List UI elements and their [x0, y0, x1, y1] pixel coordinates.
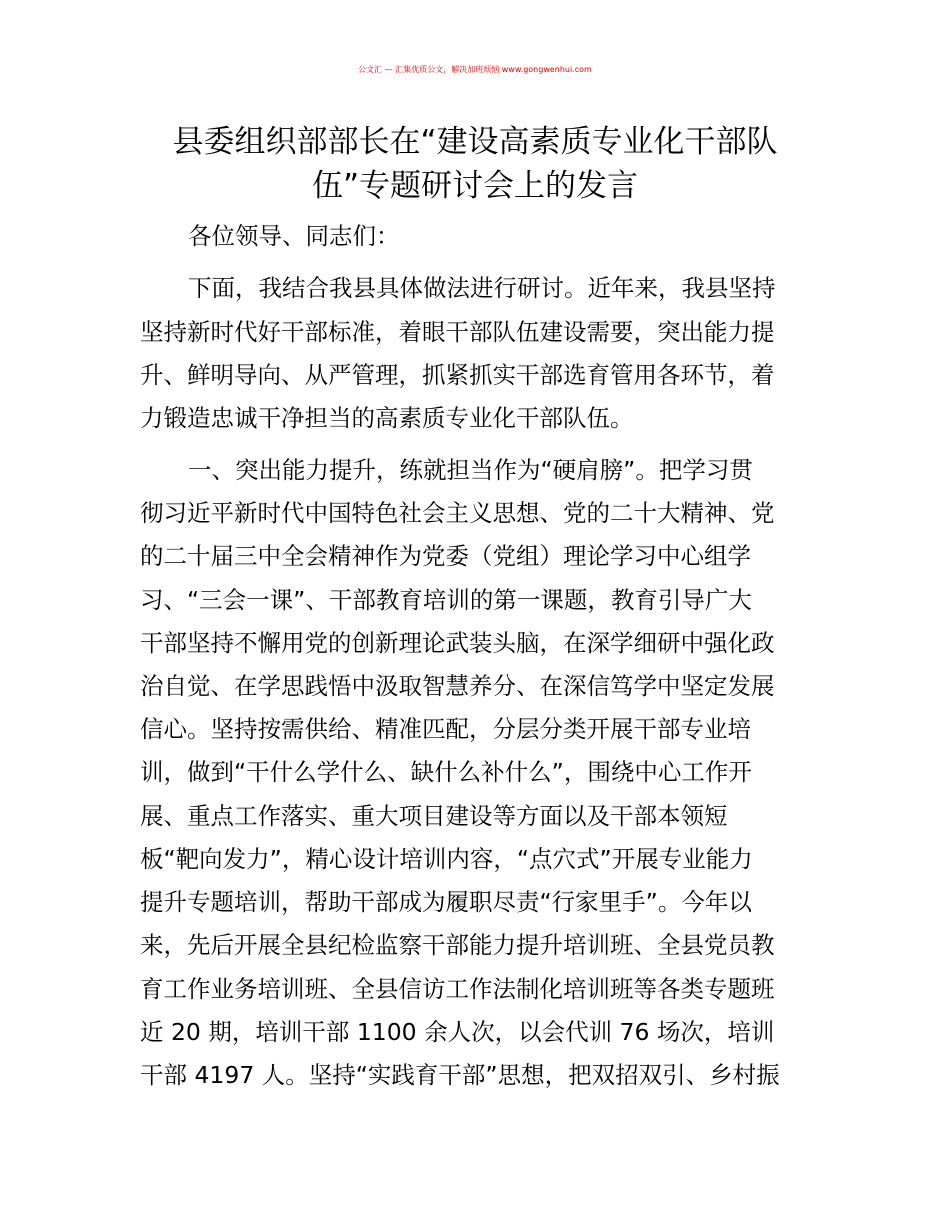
body-line: 提升专题培训，帮助干部成为履职尽责“行家里手”。今年以	[140, 888, 752, 916]
salutation: 各位领导、同志们：	[188, 222, 400, 250]
body-line: 信心。坚持按需供给、精准匹配，分层分类开展干部专业培	[140, 715, 751, 743]
body-line: 一、突出能力提升，练就担当作为“硬肩膀”。把学习贯	[188, 456, 753, 484]
body-line: 彻习近平新时代中国特色社会主义思想、党的二十大精神、党	[140, 499, 775, 527]
body-line: 来，先后开展全县纪检监察干部能力提升培训班、全县党员教	[140, 931, 775, 959]
body-line: 力锻造忠诚干净担当的高素质专业化干部队伍。	[140, 404, 634, 432]
body-line: 的二十届三中全会精神作为党委（党组）理论学习中心组学	[140, 542, 751, 570]
title-line: 县委组织部部长在“建设高素质专业化干部队	[172, 124, 778, 160]
watermark-header: 公文汇 — 汇集优质公文，解决加班烦恼 www.gongwenhui.com	[358, 65, 592, 74]
body-line: 训，做到“干什么学什么、缺什么补什么”，围绕中心工作开	[140, 758, 752, 786]
body-line: 育工作业务培训班、全县信访工作法制化培训班等各类专题班	[140, 975, 775, 1003]
body-line: 下面，我结合我县具体做法进行研讨。近年来，我县坚持	[188, 274, 776, 302]
body-line: 习、“三会一课”、干部教育培训的第一课题，教育引导广大	[140, 586, 752, 614]
body-line: 干部坚持不懈用党的创新理论武装头脑，在深学细研中强化政	[140, 629, 775, 657]
body-line: 展、重点工作落实、重大项目建设等方面以及干部本领短	[140, 802, 728, 830]
title-line: 伍”专题研讨会上的发言	[311, 168, 639, 204]
body-line: 板“靶向发力”，精心设计培训内容，“点穴式”开展专业能力	[140, 845, 753, 873]
body-line: 坚持新时代好干部标准，着眼干部队伍建设需要，突出能力提	[140, 318, 775, 346]
body-line: 近 20 期，培训干部 1100 余人次，以会代训 76 场次，培训	[140, 1018, 775, 1046]
document-title	[130, 120, 820, 208]
body-line: 升、鲜明导向、从严管理，抓紧抓实干部选育管用各环节，着	[140, 361, 775, 389]
body-line: 治自觉、在学思践悟中汲取智慧养分、在深信笃学中坚定发展	[140, 672, 775, 700]
body-line: 干部 4197 人。坚持“实践育干部”思想，把双招双引、乡村振	[140, 1061, 780, 1089]
